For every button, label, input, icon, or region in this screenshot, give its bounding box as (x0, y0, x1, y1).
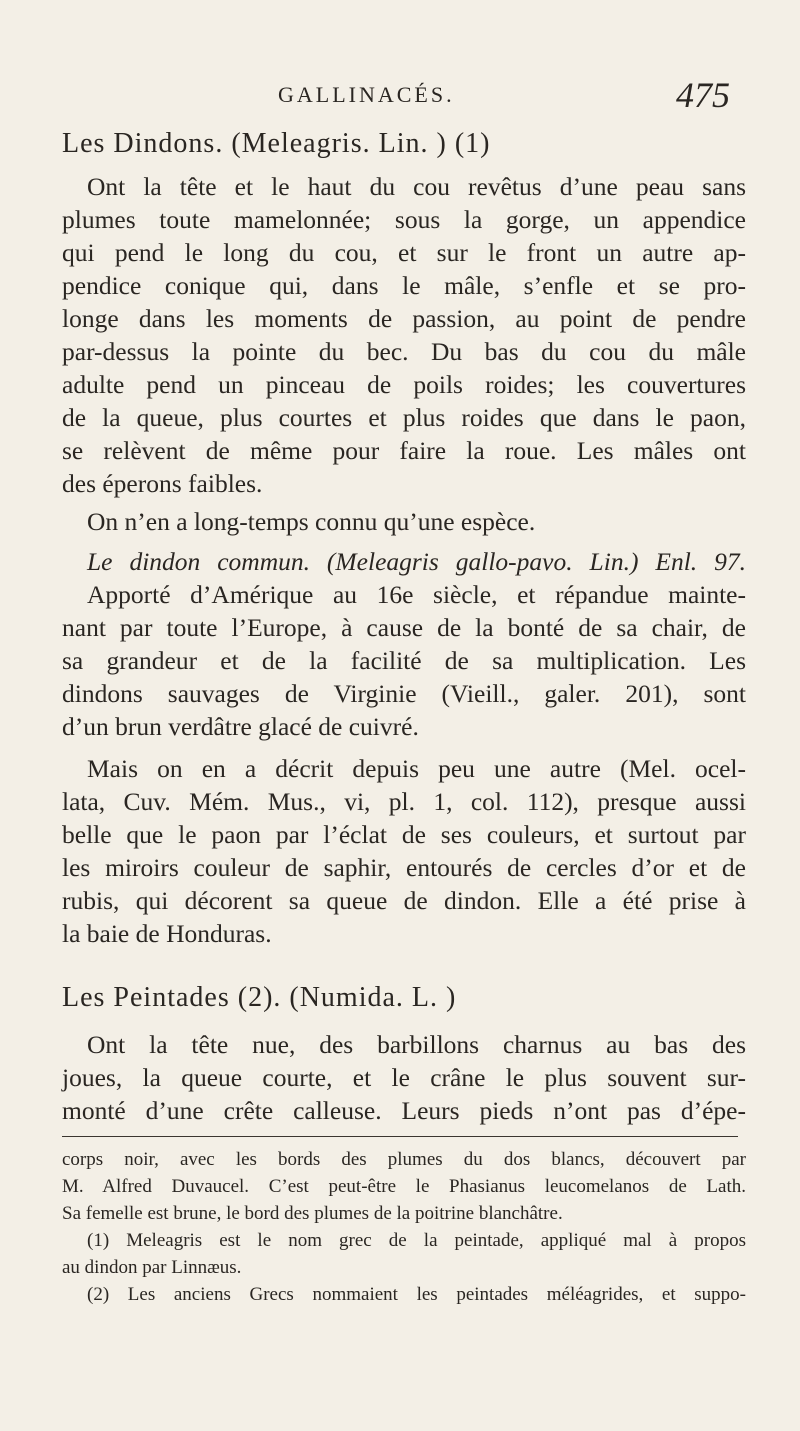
text-line: joues, la queue courte, et le crâne le plus souvent sur- (62, 1063, 746, 1092)
text-line: d’un brun verdâtre glacé de cuivré. (62, 712, 419, 741)
paragraph-dindon-commun (62, 545, 746, 743)
text-line: qui pend le long du cou, et sur le front un autre ap- (62, 238, 746, 267)
text-line: Le dindon commun. (Meleagris gallo-pavo. Lin.) Enl. 97. (87, 547, 746, 576)
text-line: des éperons faibles. (62, 469, 263, 498)
footnote-line: Sa femelle est brune, le bord des plumes de la poitrine blanchâtre. (62, 1203, 563, 1224)
text-line: Ont la tête nue, des barbillons charnus au bas des (87, 1030, 746, 1059)
text-line: la baie de Honduras. (62, 919, 272, 948)
footnote-line: au dindon par Linnæus. (62, 1257, 242, 1278)
text-line: de la queue, plus courtes et plus roides que dans le paon, (62, 403, 746, 432)
text-line: Mais on en a décrit depuis peu une autre (Mel. ocel- (87, 754, 746, 783)
footnotes (62, 1146, 746, 1308)
paragraph-meleagris-ocellata (62, 752, 746, 950)
text-line: nant par toute l’Europe, à cause de la bonté de sa chair, de (62, 613, 746, 642)
footnote-rule (62, 1136, 738, 1137)
paragraph-one-species (62, 505, 746, 538)
text-line: se relèvent de même pour faire la roue. Les mâles ont (62, 436, 746, 465)
text-line: adulte pend un pinceau de poils roides; les couvertures (62, 370, 746, 399)
text-line: On n’en a long-temps connu qu’une espèce. (87, 507, 536, 536)
text-line: plumes toute mamelonnée; sous la gorge, un appendice (62, 205, 746, 234)
text-line: les miroirs couleur de saphir, entourés de cercles d’or et de (62, 853, 746, 882)
footnote-2: (2) Les anciens Grecs nommaient les peintades méléagrides, et suppo- (87, 1284, 746, 1305)
text-line: belle que le paon par l’éclat de ses couleurs, et surtout par (62, 820, 746, 849)
footnote-1: (1) Meleagris est le nom grec de la peintade, appliqué mal à propos (87, 1230, 746, 1251)
text-line: rubis, qui décorent sa queue de dindon. Elle a été prise à (62, 886, 746, 915)
paragraph-dindons-description (62, 170, 746, 500)
text-line: Apporté d’Amérique au 16e siècle, et répandue mainte- (87, 580, 746, 609)
text-line: monté d’une crête calleuse. Leurs pieds n’ont pas d’épe- (62, 1096, 746, 1125)
section-heading-dindons: Les Dindons. (Meleagris. Lin. ) (1) (62, 128, 491, 159)
page-number: 475 (676, 75, 730, 115)
text-line: par-dessus la pointe du bec. Du bas du cou du mâle (62, 337, 746, 366)
text-line: pendice conique qui, dans le mâle, s’enfle et se pro- (62, 271, 746, 300)
running-head: GALLINACÉS. (278, 82, 455, 107)
paragraph-peintades-description (62, 1028, 746, 1127)
text-line: longe dans les moments de passion, au point de pendre (62, 304, 746, 333)
footnote-line: M. Alfred Duvaucel. C’est peut-être le Phasianus leucomelanos de Lath. (62, 1176, 746, 1197)
text-line: dindons sauvages de Virginie (Vieill., galer. 201), sont (62, 679, 746, 708)
footnote-line: corps noir, avec les bords des plumes du dos blancs, découvert par (62, 1149, 746, 1170)
section-heading-peintades: Les Peintades (2). (Numida. L. ) (62, 982, 457, 1013)
text-line: Ont la tête et le haut du cou revêtus d’une peau sans (87, 172, 746, 201)
text-line: sa grandeur et de la facilité de sa multiplication. Les (62, 646, 746, 675)
text-line: lata, Cuv. Mém. Mus., vi, pl. 1, col. 112), presque aussi (62, 787, 746, 816)
